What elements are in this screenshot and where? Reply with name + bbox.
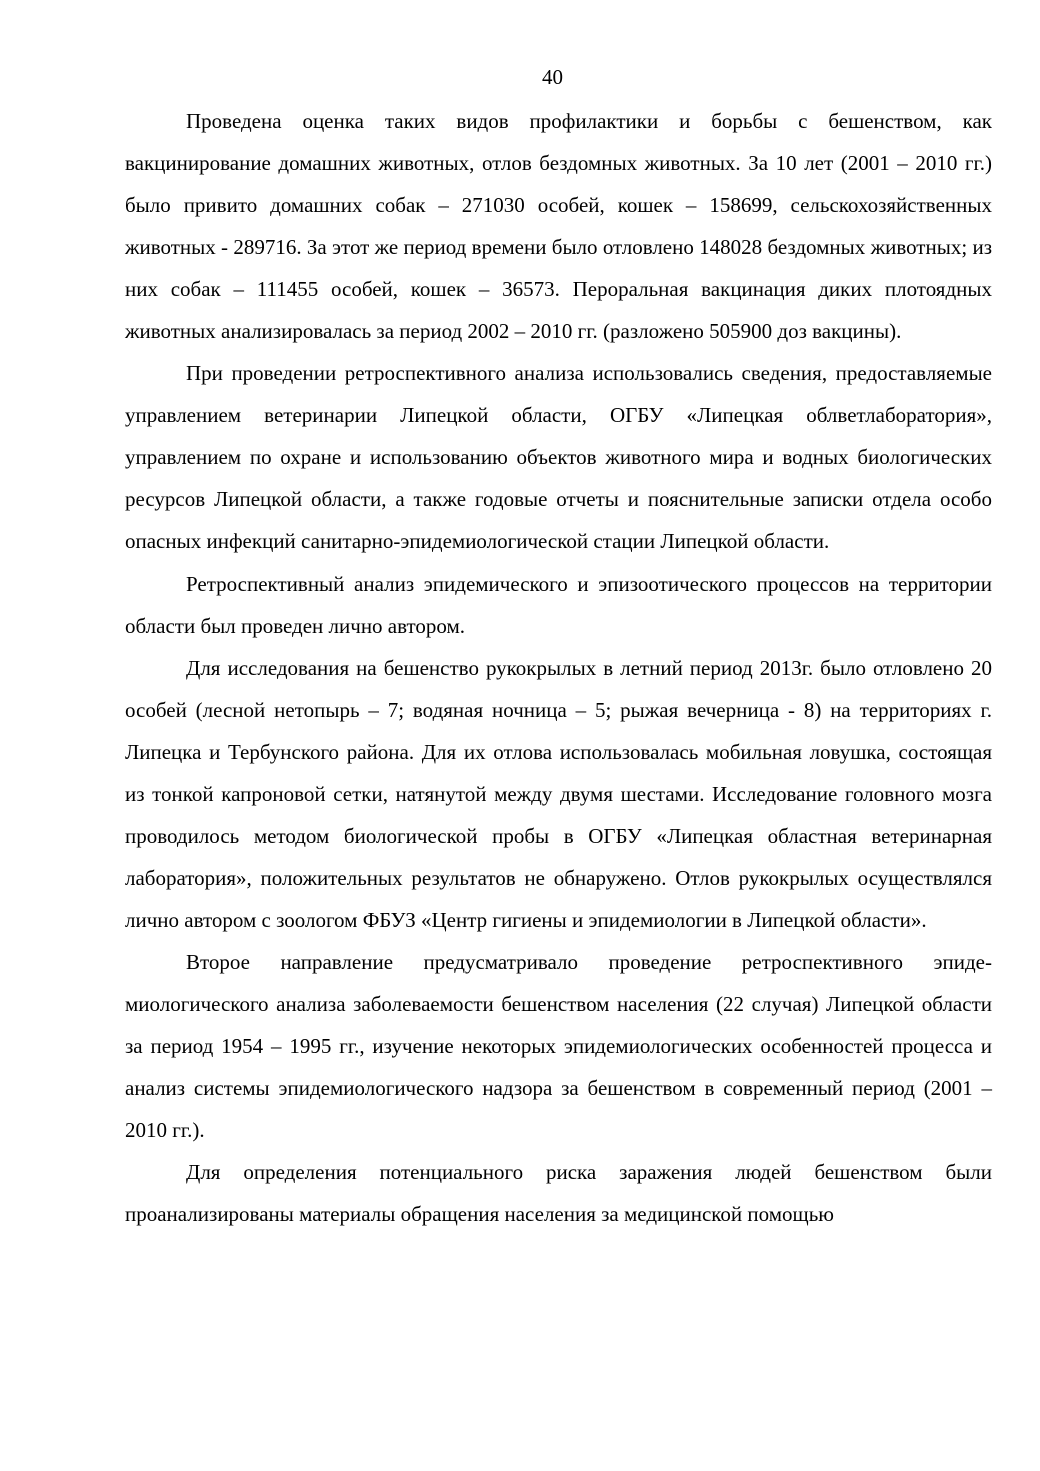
paragraph-second-direction: Второе направление предусматривало проведение ретроспективного эпидемиологического анализа заболеваемости бешенством населения (22 случая) Липецкой области за период 1954 – 1995 гг., изучение некоторых эпидемиологических особенностей процесса и анализ системы эпидемиологического надзора за бешенством в современный период (2001 – 2010 гг.).	[125, 949, 992, 1143]
paragraph-bat-study: Для исследования на бешенство рукокрылых в летний период 2013г. было отловлено 20 особей (лесной нетопырь – 7; водяная ночница – 5; рыжая вечерница - 8) на территориях г. Липецка и Тербунского района. Для их отлова использовалась мобильная ловушка, состоящая из тонкой капроновой сетки, натянутой между двумя шестами. Исследование головного мозга проводилось методом биологической пробы в ОГБУ «Липецкая областная ветеринарная лаборатория», положительных результатов не обнаружено. Отлов рукокрылых осуществлялся лично автором с зоологом ФБУЗ «Центр гигиены и эпидемиологии в Липецкой области».	[125, 655, 992, 932]
paragraph-risk-assessment: Для определения потенциального риска заражения людей бешенством были проанализированы материалы обращения населения за медицинской помощью	[125, 1160, 992, 1227]
page-number: 40	[542, 65, 563, 89]
body-text	[125, 100, 992, 1235]
paragraph-author-analysis: Ретроспективный анализ эпидемического и эпизоотического процессов на территории области был проведен лично автором.	[125, 571, 992, 638]
paragraph-prevention-assessment: Проведена оценка таких видов профилактики и борьбы с бешенством, как вакцинирование домашних животных, отлов бездомных животных. За 10 лет (2001 – 2010 гг.) было привито домашних собак – 271030 особей, кошек – 158699, сельскохозяйственных животных - 289716. За этот же период времени было отловлено 148028 бездомных животных; из них собак – 111455 особей, кошек – 36573. Пероральная вакцинация диких плотоядных животных анализировалась за период 2002 – 2010 гг. (разложено 505900 доз вакцины).	[125, 109, 992, 344]
paragraph-data-sources: При проведении ретроспективного анализа использовались сведения, предоставляемые управлением ветеринарии Липецкой области, ОГБУ «Липецкая облветлаборатория», управлением по охране и использованию объектов животного мира и водных биологических ресурсов Липецкой области, а также годовые отчеты и пояснительные записки отдела особо опасных инфекций санитарно-эпидемиологической стации Липецкой области.	[125, 361, 992, 554]
